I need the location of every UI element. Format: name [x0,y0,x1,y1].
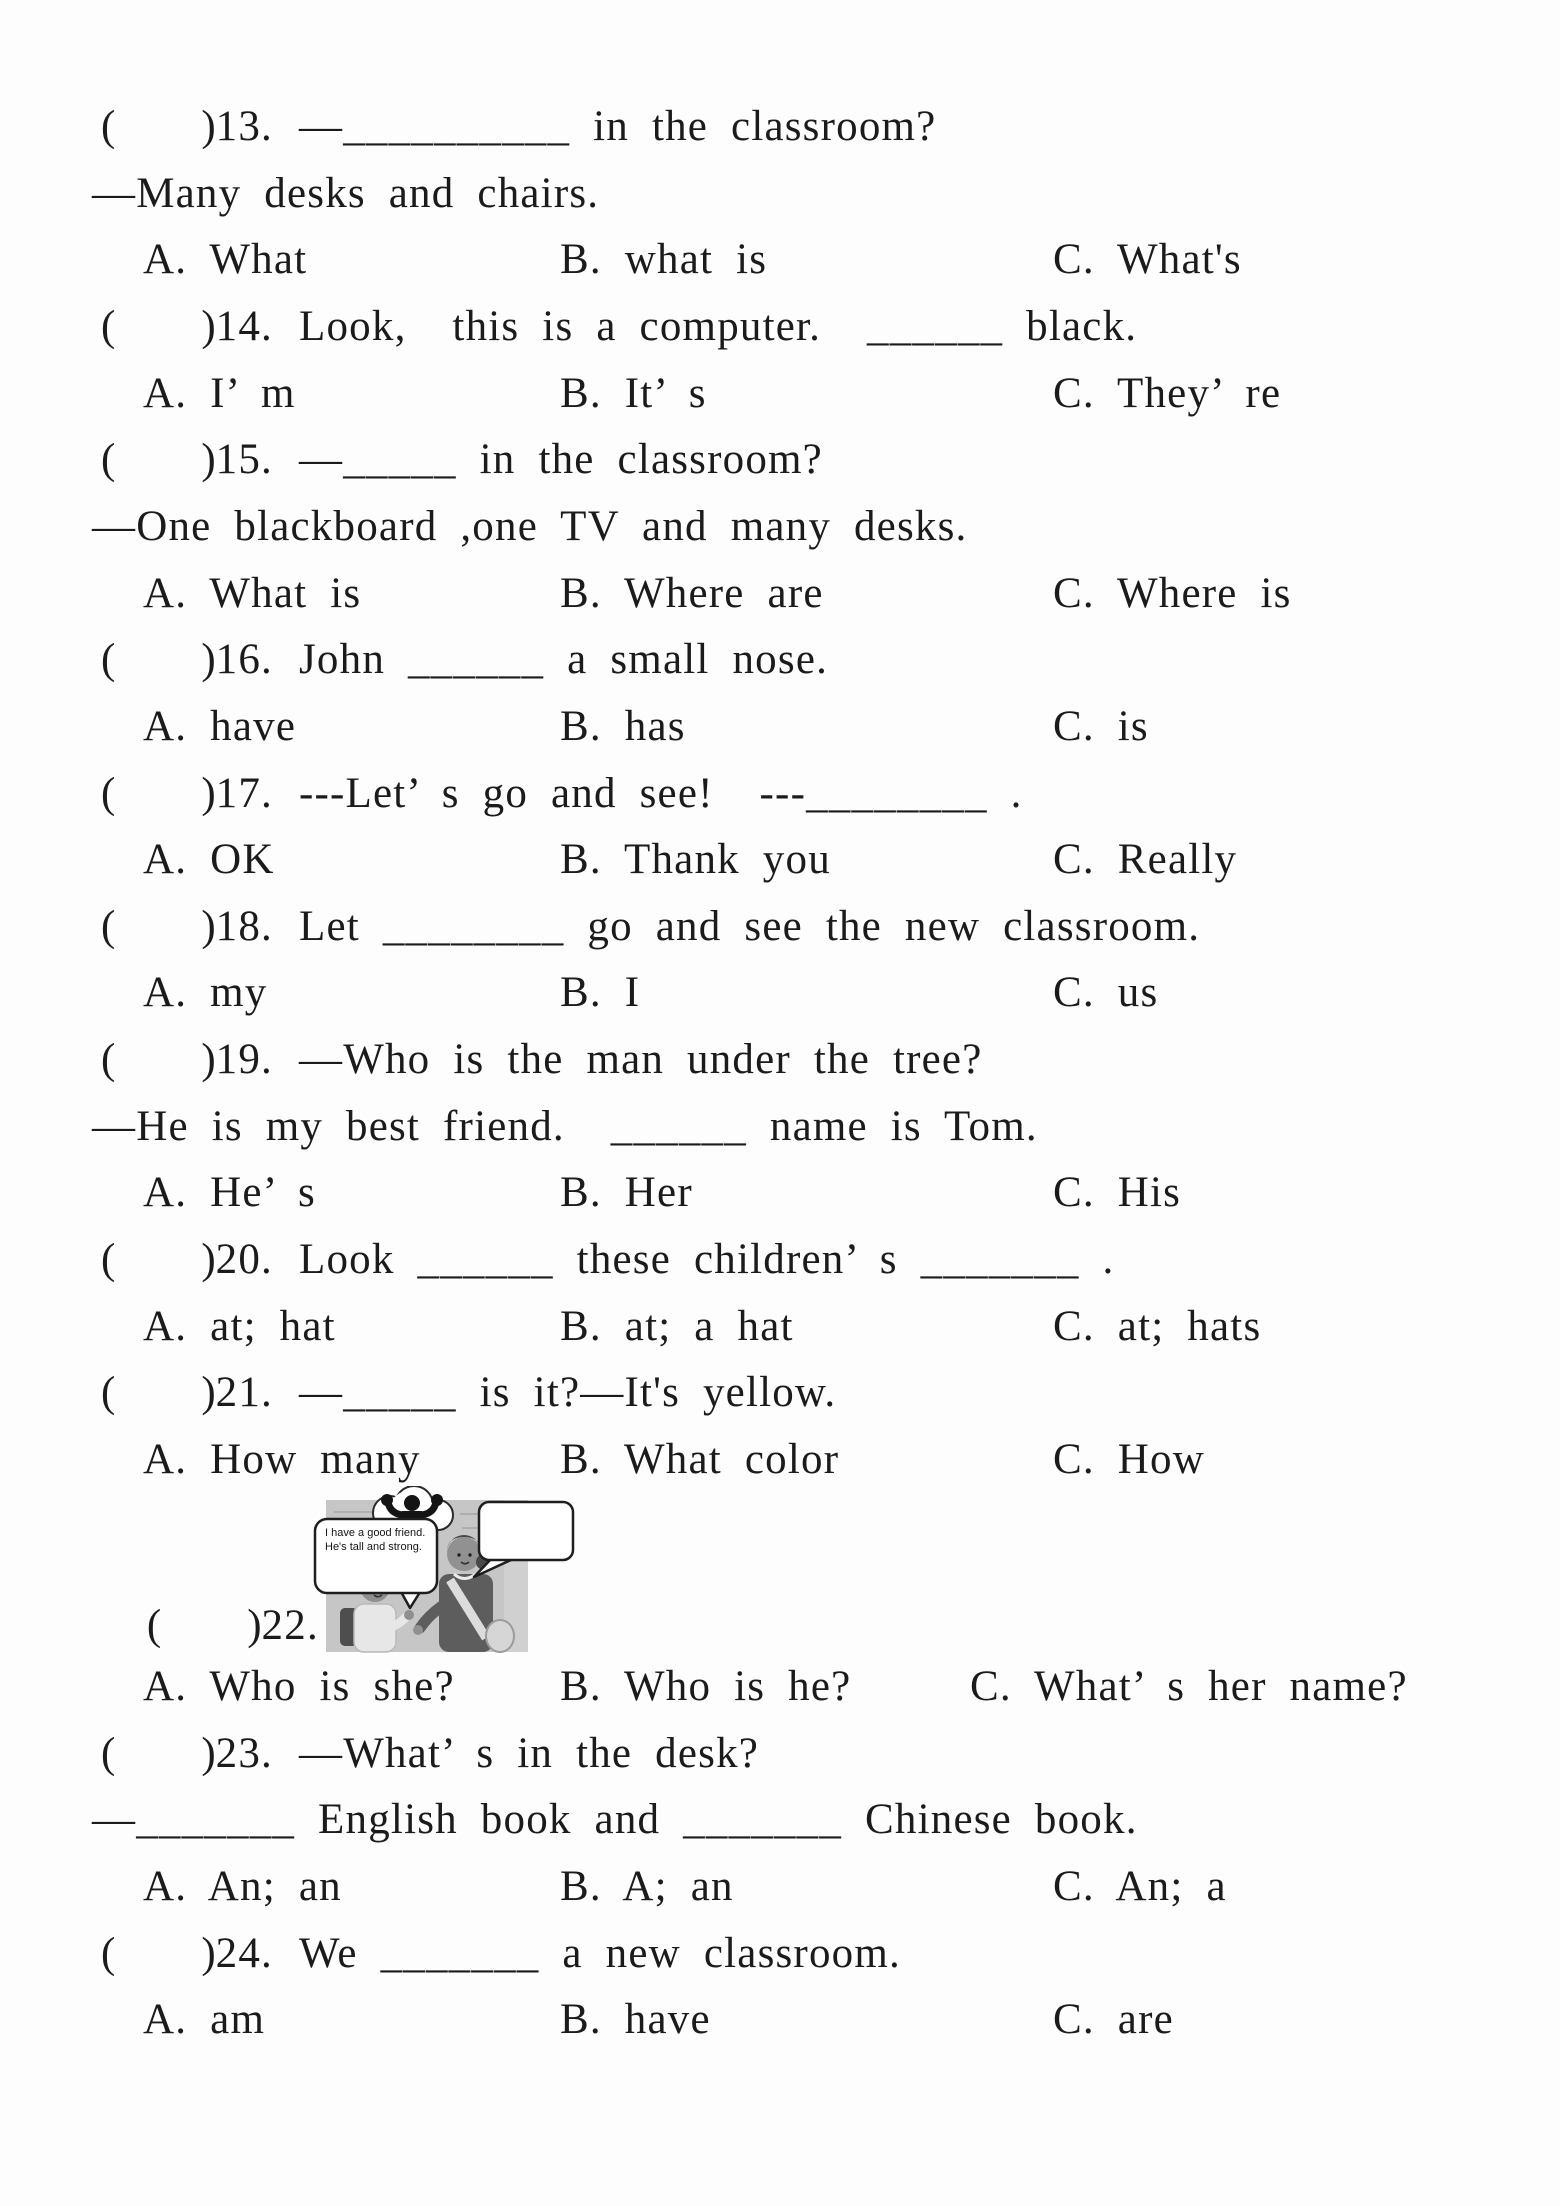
question-text: —_____ is it?—It's yellow. [299,1369,837,1416]
option-a: A. How many [143,1436,421,1483]
question-row-16 [101,633,1560,687]
option-b: B. Who is he? [560,1663,852,1710]
option-b: B. It’ s [560,370,707,417]
question-22-image [312,1486,577,1656]
classroom-photo [312,1486,577,1656]
question-row-24 [101,1927,1560,1981]
option-b: B. has [560,703,686,750]
question-number: 20. [215,1236,273,1283]
question-number: 19. [215,1036,273,1083]
question-number: 21. [215,1369,273,1416]
question-row-15 [101,433,1560,487]
question-text: We _______ a new classroom. [299,1930,901,1977]
dialogue-text: —One blackboard ,one TV and many desks. [92,503,968,550]
question-row-18 [101,900,1560,954]
question-number: 17. [215,770,273,817]
dialogue-text: —_______ English book and _______ Chinese book. [92,1796,1138,1843]
dialogue-line [92,1793,1560,1847]
option-c: C. at; hats [1053,1303,1262,1350]
option-a: A. What is [143,570,362,617]
question-text: —What’ s in the desk? [299,1730,760,1777]
option-b: B. A; an [560,1863,734,1910]
option-b: B. Where are [560,570,824,617]
option-c: C. His [1053,1169,1182,1216]
dialogue-line [92,167,1560,221]
option-c: C. is [1053,703,1149,750]
answer-blank-parens: ( ) [101,636,216,683]
answer-blank-parens: ( ) [101,436,216,483]
option-b: B. What color [560,1436,840,1483]
option-a: A. am [143,1996,266,2043]
question-row-20 [101,1233,1560,1287]
option-c: C. How [1053,1436,1205,1483]
option-c: C. us [1053,969,1159,1016]
speech-bubble-text: I have a good friend. He's tall and strong. [325,1527,426,1553]
option-c: C. Where is [1053,570,1292,617]
option-a: A. my [143,969,268,1016]
option-b: B. what is [560,236,768,283]
option-a: A. What [143,236,308,283]
option-c: C. are [1053,1996,1174,2043]
question-number: 13. [215,103,273,150]
dialogue-text: —Many desks and chairs. [92,170,600,217]
answer-blank-parens: ( ) [101,1930,216,1977]
answer-blank-parens: ( ) [101,103,216,150]
option-b: B. Thank you [560,836,831,883]
answer-blank-parens: ( ) [101,903,216,950]
question-text: John ______ a small nose. [299,636,829,683]
option-c: C. They’ re [1053,370,1282,417]
dialogue-text: —He is my best friend. ______ name is Tom. [92,1103,1038,1150]
question-text: Let ________ go and see the new classroom. [299,903,1201,950]
option-c: C. What’ s her name? [970,1663,1408,1710]
option-c: C. What's [1053,236,1242,283]
answer-blank-parens: ( ) [101,1369,216,1416]
answer-blank-parens: ( ) [101,770,216,817]
option-b: B. at; a hat [560,1303,794,1350]
question-number: 14. [215,303,273,350]
question-text: —__________ in the classroom? [299,103,937,150]
question-number: 16. [215,636,273,683]
answer-blank-parens: ( ) [101,1730,216,1777]
question-text: —Who is the man under the tree? [299,1036,983,1083]
question-number: 23. [215,1730,273,1777]
question-number: 24. [215,1930,273,1977]
question-row-14 [101,300,1560,354]
option-c: C. An; a [1053,1863,1227,1910]
answer-blank-parens: ( ) [101,303,216,350]
option-a: A. Who is she? [143,1663,455,1710]
answer-blank-parens: ( ) [101,1236,216,1283]
question-number: 18. [215,903,273,950]
question-row-21 [101,1366,1560,1420]
option-b: B. Her [560,1169,693,1216]
answer-blank-parens: ( ) [101,1036,216,1083]
option-a: A. I’ m [143,370,296,417]
question-row-13 [101,100,1560,154]
dialogue-line [92,500,1560,554]
question-number: 22. [261,1601,319,1649]
option-c: C. Really [1053,836,1238,883]
question-text: —_____ in the classroom? [299,436,823,483]
option-a: A. He’ s [143,1169,316,1216]
option-a: A. have [143,703,297,750]
question-row-23 [101,1727,1560,1781]
option-b: B. I [560,969,641,1016]
option-a: A. OK [143,836,275,883]
question-text: ---Let’ s go and see! ---________ . [299,770,1023,817]
option-b: B. have [560,1996,711,2043]
answer-blank-parens: ( ) [146,1601,262,1649]
question-number: 15. [215,436,273,483]
question-text: Look, this is a computer. ______ black. [299,303,1138,350]
option-a: A. at; hat [143,1303,336,1350]
dialogue-line [92,1100,1560,1154]
option-a: A. An; an [143,1863,342,1910]
question-row-19 [101,1033,1560,1087]
question-text: Look ______ these children’ s _______ . [299,1236,1115,1283]
question-row-17 [101,767,1560,821]
